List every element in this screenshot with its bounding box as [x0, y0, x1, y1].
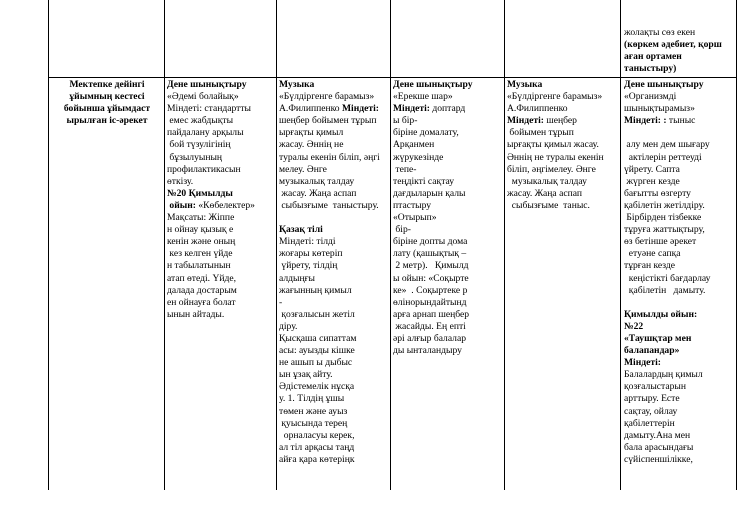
text-line: арға арнап шеңбер	[393, 308, 470, 320]
text-line	[279, 103, 390, 115]
text-line: дамыту.Ана мен	[624, 429, 691, 441]
row-label-line: бойынша ұйымдаст	[63, 103, 151, 115]
column-2-content	[279, 79, 390, 490]
text-line: Дене шынықтыру	[624, 79, 704, 90]
text-line: жолақты сөз екен	[624, 27, 696, 38]
text-line: қозғалысын жетіл	[279, 308, 355, 320]
text-line: кеңістікті бағдарлау	[624, 272, 711, 284]
text-line: жүрукезінде	[393, 151, 444, 163]
text-line: не ашып ы дыбыс	[279, 357, 353, 369]
text-line: жасайды. Ең епті	[393, 320, 466, 332]
text-line: Қимылды ойын:	[624, 308, 698, 320]
text-line: 2 метр). Қимылд	[393, 260, 469, 272]
text-line: ынын айтады.	[167, 308, 225, 320]
text-line: туралы екенін біліп, әңгі	[279, 151, 380, 163]
text-line: сүйіспеншілікке,	[624, 453, 693, 465]
text-line: айға қара көтеріңк	[279, 453, 355, 465]
text-fragment: доптард	[429, 103, 466, 115]
text-line	[393, 103, 504, 115]
text-line: ы бір-	[393, 115, 418, 127]
text-line: Музыка	[279, 79, 315, 90]
text-line: қабілетін жетілдіру.	[624, 199, 705, 211]
text-line: арттыру. Есте	[624, 393, 680, 405]
text-line: далада достарым	[167, 284, 237, 296]
table-divider	[276, 0, 277, 490]
text-line: балапандар»	[624, 345, 680, 357]
text-line: таныстыру)	[624, 63, 677, 75]
text-line: Дене шынықтыру	[393, 79, 473, 90]
text-line: «Әдемі болайық»	[167, 91, 239, 103]
text-line: дағдыларын қалы	[393, 187, 466, 199]
text-line: «Бүлдіргенге барамыз»	[507, 91, 603, 103]
text-line: бойымен тұрып	[507, 127, 574, 139]
text-line: әрі алғыр балалар	[393, 332, 467, 344]
text-line: кенін және оның	[167, 236, 236, 248]
text-line: №20 Қимылды	[167, 187, 233, 199]
text-line: қабілетін дамыту.	[624, 284, 706, 296]
text-line: жағынның қимыл	[279, 284, 352, 296]
text-line: бұзылуының	[167, 151, 223, 163]
text-line: кез келген үйде	[167, 248, 233, 260]
table-border-right	[736, 0, 737, 490]
text-line: қозғалыстарын	[624, 381, 686, 393]
text-line: жасау. Жаңа аспап	[279, 187, 357, 199]
text-line: емес жабдықты	[167, 115, 234, 127]
text-line: бағытты өзгерту	[624, 187, 691, 199]
text-line: қуысында терең	[279, 417, 348, 429]
text-line: қабілеттерін	[624, 417, 675, 429]
text-line	[624, 115, 736, 127]
text-line: музыкалық талдау	[507, 175, 587, 187]
text-line: ал тіл арқасы таңд	[279, 441, 355, 453]
text-line: мелеу. Әнге	[279, 163, 327, 175]
text-line: аған ортамен	[624, 51, 682, 63]
text-line: Бірбірден тізбекке	[624, 212, 702, 224]
text-line: пайдалану арқылы	[167, 127, 244, 139]
text-line: профилактикасын	[167, 163, 241, 175]
text-line: н ойнау қызық е	[167, 224, 234, 236]
column-4-content	[507, 79, 620, 490]
text-line: жасау. Әннің не	[279, 139, 344, 151]
bold-fragment: ойын:	[167, 199, 196, 211]
text-line: ен ойнауға болат	[167, 296, 236, 308]
text-line: «Бүлдіргенге барамыз»	[279, 91, 375, 103]
text-line: төмен және ауыз	[279, 405, 348, 417]
row-label-line: Мектепке дейінгі	[69, 79, 145, 90]
text-line: Міндеті:	[624, 357, 661, 369]
column-6-content	[624, 79, 736, 490]
table-divider	[504, 0, 505, 490]
text-line: алдыңғы	[279, 272, 315, 284]
text-line: музыкалық талдау	[279, 175, 355, 187]
text-line: етуәне сапқа	[624, 248, 681, 260]
text-line: ырғақты қимыл жасау.	[507, 139, 599, 151]
text-fragment: тыныс	[666, 115, 696, 127]
text-line: теңдікті сақтау	[393, 175, 455, 187]
text-line: актілерін реттеуді	[624, 151, 702, 163]
text-line: н табылатынын	[167, 260, 231, 272]
text-line: жүрген кезде	[624, 175, 680, 187]
text-line: лату (қашықтық –	[393, 248, 467, 260]
text-line: өткізу.	[167, 175, 194, 187]
text-line: Міндеті: стандартты	[167, 103, 251, 115]
text-line: атап өтеді. Үйде,	[167, 272, 237, 284]
text-line: А.Филиппенко	[507, 103, 568, 115]
row-label-line: ұйымның кестесі	[69, 91, 145, 103]
text-line: Музыка	[507, 79, 543, 90]
text-line: асы: ауызды кішке	[279, 345, 355, 357]
text-line: бір-	[393, 224, 411, 236]
text-line: Балалардың қимыл	[624, 369, 703, 381]
column-3-content	[393, 79, 504, 490]
text-line: үйрету, тілдің	[279, 260, 338, 272]
text-line: орналасуы керек,	[279, 429, 355, 441]
text-line: алу мен дем шығару	[624, 139, 710, 151]
text-line: Міндеті: тілді	[279, 236, 336, 248]
text-fragment: А.Филиппенко	[279, 103, 342, 115]
text-line: у. 1. Тілдің ұшы	[279, 393, 345, 405]
text-line	[507, 115, 620, 127]
text-line: Қысқаша сипаттам	[279, 332, 357, 344]
text-line: №22	[624, 320, 644, 332]
table-divider	[164, 0, 165, 490]
text-line: тепе-	[393, 163, 417, 175]
text-line: «Таушқтар мен	[624, 332, 692, 344]
text-line: жасау. Жаңа аспап	[507, 187, 582, 199]
text-line: Әдістемелік нұсқа	[279, 381, 355, 393]
text-line: «Ерекше шар»	[393, 91, 453, 103]
text-line: Мақсаты: Жіппе	[167, 212, 235, 224]
text-line: сыбызғыме таныстыру.	[279, 199, 379, 211]
text-line: шеңбер бойымен тұрып	[279, 115, 377, 127]
column-1-content	[167, 79, 276, 490]
text-line: бой түзулігінің	[167, 139, 231, 151]
bold-fragment: Міндеті: :	[624, 115, 667, 127]
text-fragment: «Көбелектер»	[195, 199, 255, 211]
text-line: діру.	[279, 320, 298, 332]
text-line: Әннің не туралы екенін	[507, 151, 604, 163]
top-row-col6	[624, 27, 736, 75]
text-line: ке» . Соқыртеке р	[393, 284, 468, 296]
text-line: бала арасындағы	[624, 441, 694, 453]
text-line: шынықтырамыз»	[624, 103, 695, 115]
text-line: өлінорындайтынд	[393, 296, 467, 308]
text-line: тұрған кезде	[624, 260, 676, 272]
text-line: сақтау, ойлау	[624, 405, 678, 417]
table-divider	[390, 0, 391, 490]
text-line: тұруға жаттықтыру,	[624, 224, 705, 236]
text-line	[624, 127, 736, 139]
text-line	[624, 297, 736, 309]
row-label-line: ырылған іс-әрекет	[66, 115, 148, 127]
text-line: біліп, әңгімелеу. Әнге	[507, 163, 596, 175]
text-fragment: шеңбер	[543, 115, 577, 127]
text-line	[279, 212, 390, 224]
text-line: сыбызғыме таныс.	[507, 199, 590, 211]
text-line: үйрету. Сапта	[624, 163, 680, 175]
text-line: Дене шынықтыру	[167, 79, 247, 90]
text-line: «Организмді	[624, 91, 677, 103]
text-line: -	[279, 296, 283, 308]
text-line: біріне допты дома	[393, 236, 468, 248]
text-line: «Отырып»	[393, 212, 437, 224]
text-line: Арқанмен	[393, 139, 435, 151]
bold-fragment: Міндеті:	[507, 115, 544, 127]
text-line: жоғары көтеріп	[279, 248, 343, 260]
text-line: Қазақ тілі	[279, 224, 323, 236]
table-border-left	[48, 0, 49, 490]
text-line: ды ынталандыру	[393, 345, 462, 357]
text-line	[167, 200, 276, 212]
table-divider	[620, 0, 621, 490]
text-line: біріне домалату,	[393, 127, 459, 139]
text-line: (көркем әдебиет, қорш	[624, 39, 722, 51]
row-label	[50, 79, 164, 127]
text-line: ы ойын: «Соқырте	[393, 272, 469, 284]
bold-fragment: Міндеті:	[393, 103, 430, 115]
bold-fragment: Міндеті:	[342, 103, 379, 115]
text-line: ын ұзақ айту.	[279, 369, 333, 381]
text-line: өз бетінше әрекет	[624, 236, 697, 248]
text-line: ырғақты қимыл	[279, 127, 344, 139]
row-divider	[48, 77, 737, 78]
text-line: птастыру	[393, 199, 432, 211]
